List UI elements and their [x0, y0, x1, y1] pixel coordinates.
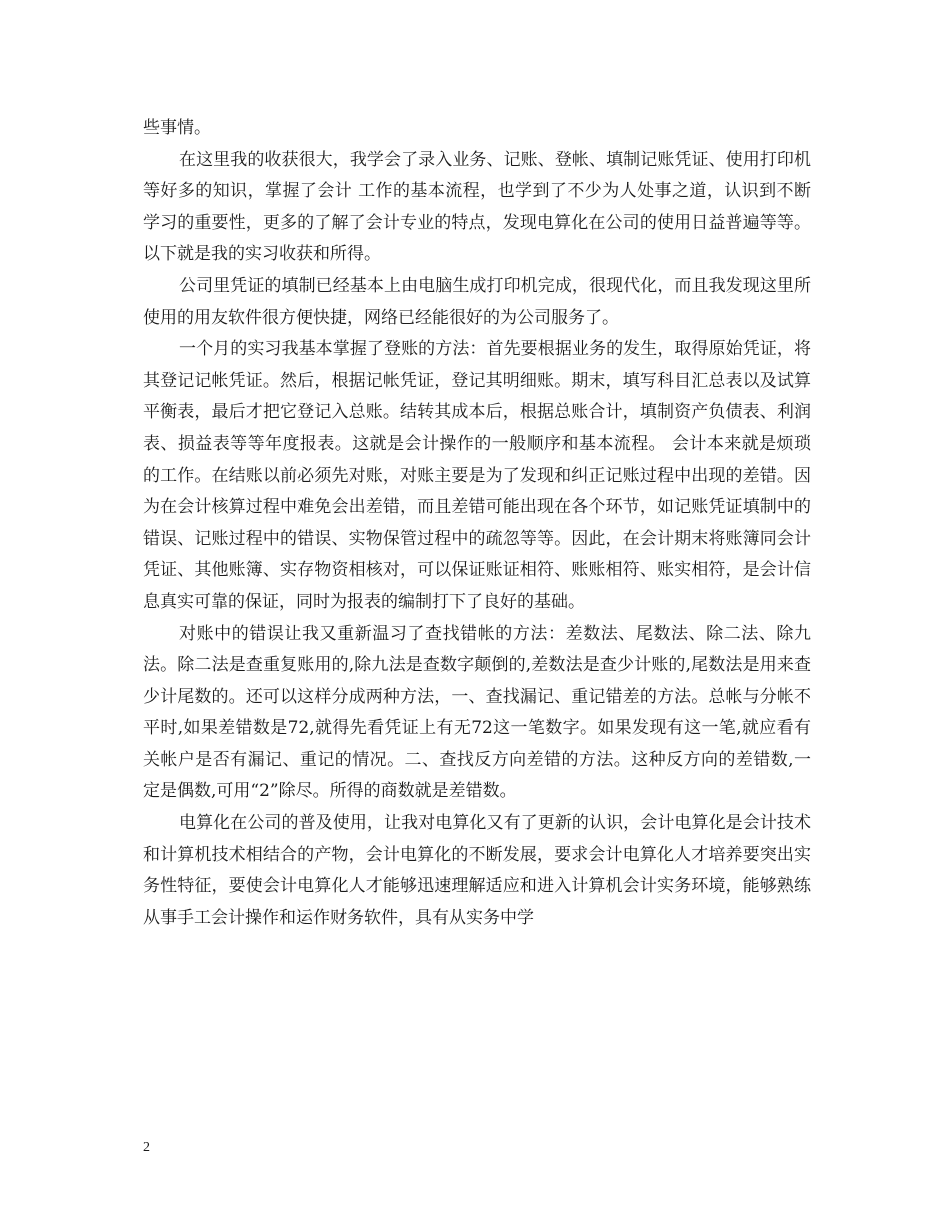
- paragraph-continuation: 些事情。: [143, 118, 211, 138]
- paragraph-computerization: 电算化在公司的普及使用，让我对电算化又有了更新的认识，会计电算化是会计技术和计算机技术相结合的产物，会计电算化的不断发展，要求会计电算化人才培养要突出实务性特征，要使会计电算化人才能够迅速理解适应和进入计算机会计实务环境，能够熟练从事手工会计操作和运作财务软件，具有从实务中学: [143, 813, 811, 928]
- paragraph-error-methods: 对账中的错误让我又重新温习了查找错帐的方法：差数法、尾数法、除二法、除九法。除二法是查重复账用的,除九法是查数字颠倒的,差数法是查少计账的,尾数法是用来查少计尾数的。还可以这样分成两种方法，一、查找漏记、重记错差的方法。总帐与分帐不平时,如果差错数是72,就得先看凭证上有无72这一笔数字。如果发现有这一笔,就应看有关帐户是否有漏记、重记的情况。二、查找反方向差错的方法。这种反方向的差错数,一定是偶数,可用“2”除尽。所得的商数就是差错数。: [143, 623, 811, 802]
- document-body: [143, 113, 811, 934]
- paragraph-bookkeeping: 一个月的实习我基本掌握了登账的方法：首先要根据业务的发生，取得原始凭证，将其登记记帐凭证。然后，根据记帐凭证，登记其明细账。期末，填写科目汇总表以及试算平衡表，最后才把它登记入总账。结转其成本后，根据总账合计，填制资产负债表、利润表、损益表等等年度报表。这就是会计操作的一般顺序和基本流程。 会计本来就是烦琐的工作。在结账以前必须先对账，对账主要是为了发现和纠正记账过程中出现的差错。因为在会计核算过程中难免会出差错，而且差错可能出现在各个环节，如记账凭证填制中的错误、记账过程中的错误、实物保管过程中的疏忽等等。因此，在会计期末将账簿同会计凭证、其他账簿、实存物资相核对，可以保证账证相符、账账相符、账实相符，是会计信息真实可靠的保证，同时为报表的编制打下了良好的基础。: [143, 339, 811, 612]
- paragraph-harvest: 在这里我的收获很大，我学会了录入业务、记账、登帐、填制记账凭证、使用打印机等好多的知识，掌握了会计 工作的基本流程，也学到了不少为人处事之道，认识到不断学习的重要性，更多的了解了会计专业的特点，发现电算化在公司的使用日益普遍等等。以下就是我的实习收获和所得。: [143, 149, 811, 265]
- paragraph-voucher: 公司里凭证的填制已经基本上由电脑生成打印机完成，很现代化，而且我发现这里所使用的用友软件很方便快捷，网络已经能很好的为公司服务了。: [143, 275, 811, 328]
- page-number: 2: [143, 1140, 150, 1155]
